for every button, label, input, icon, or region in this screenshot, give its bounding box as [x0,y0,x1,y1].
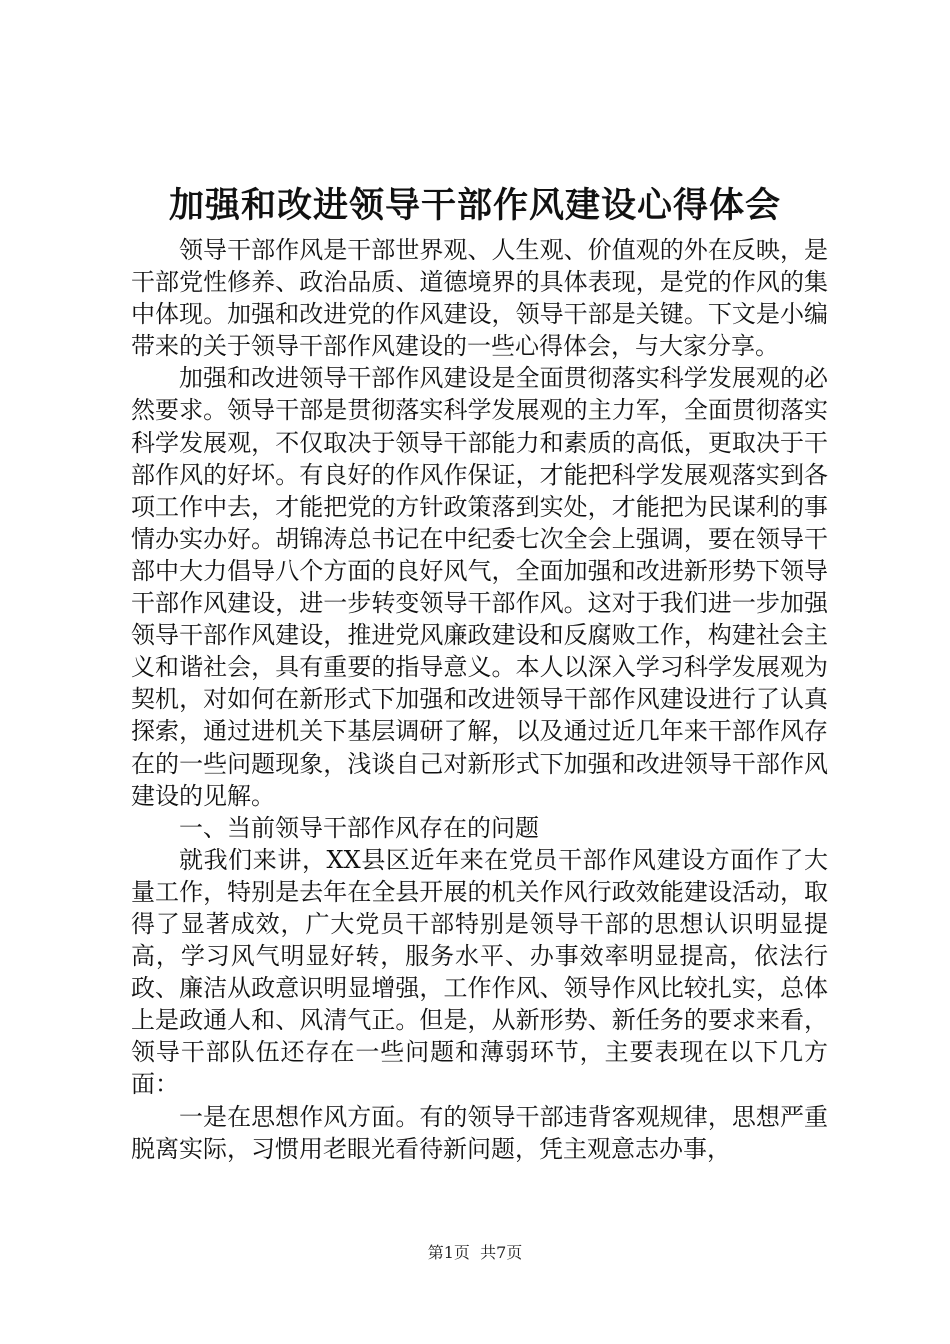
paragraph-situation: 就我们来讲，XX县区近年来在党员干部作风建设方面作了大量工作，特别是去年在全县开展的机关作风行政效能建设活动，取得了显著成效，广大党员干部特别是领导干部的思想认识明显提高，学习风气明显好转，服务水平、办事效率明显提高，依法行政、廉洁从政意识明显增强，工作作风、领导作风比较扎实，总体上是政通人和、风清气正。但是，从新形势、新任务的要求来看，领导干部队伍还存在一些问题和薄弱环节，主要表现在以下几方面： [131,845,828,1099]
document-title: 加强和改进领导干部作风建设心得体会 [168,185,781,226]
document-body [131,234,828,1165]
paragraph-requirement: 加强和改进领导干部作风建设是全面贯彻落实科学发展观的必然要求。领导干部是贯彻落实科学发展观的主力军，全面贯彻落实科学发展观，不仅取决于领导干部能力和素质的高低，更取决于干部作风的好坏。有良好的作风作保证，才能把科学发展观落实到各项工作中去，才能把党的方针政策落到实处，才能把为民谋利的事情办实办好。胡锦涛总书记在中纪委七次全会上强调，要在领导干部中大力倡导八个方面的良好风气，全面加强和改进新形势下领导干部作风建设，进一步转变领导干部作风。这对于我们进一步加强领导干部作风建设，推进党风廉政建设和反腐败工作，构建社会主义和谐社会，具有重要的指导意义。本人以深入学习科学发展观为契机，对如何在新形式下加强和改进领导干部作风建设进行了认真探索，通过进机关下基层调研了解，以及通过近几年来干部作风存在的一些问题现象，浅谈自己对新形式下加强和改进领导干部作风建设的见解。 [131,364,828,810]
page-total: 共7页 [480,1243,523,1262]
section-heading: 一、当前领导干部作风存在的问题 [179,813,539,842]
paragraph-intro: 领导干部作风是干部世界观、人生观、价值观的外在反映，是干部党性修养、政治品质、道德境界的具体表现，是党的作风的集中体现。加强和改进党的作风建设，领导干部是关键。下文是小编带来的关于领导干部作风建设的一些心得体会，与大家分享。 [131,236,828,361]
paragraph-thinking-style: 一是在思想作风方面。有的领导干部违背客观规律，思想严重脱离实际，习惯用老眼光看待新问题，凭主观意志办事， [131,1102,828,1163]
page-footer [0,1243,950,1263]
page-number: 第1页 [427,1243,470,1262]
